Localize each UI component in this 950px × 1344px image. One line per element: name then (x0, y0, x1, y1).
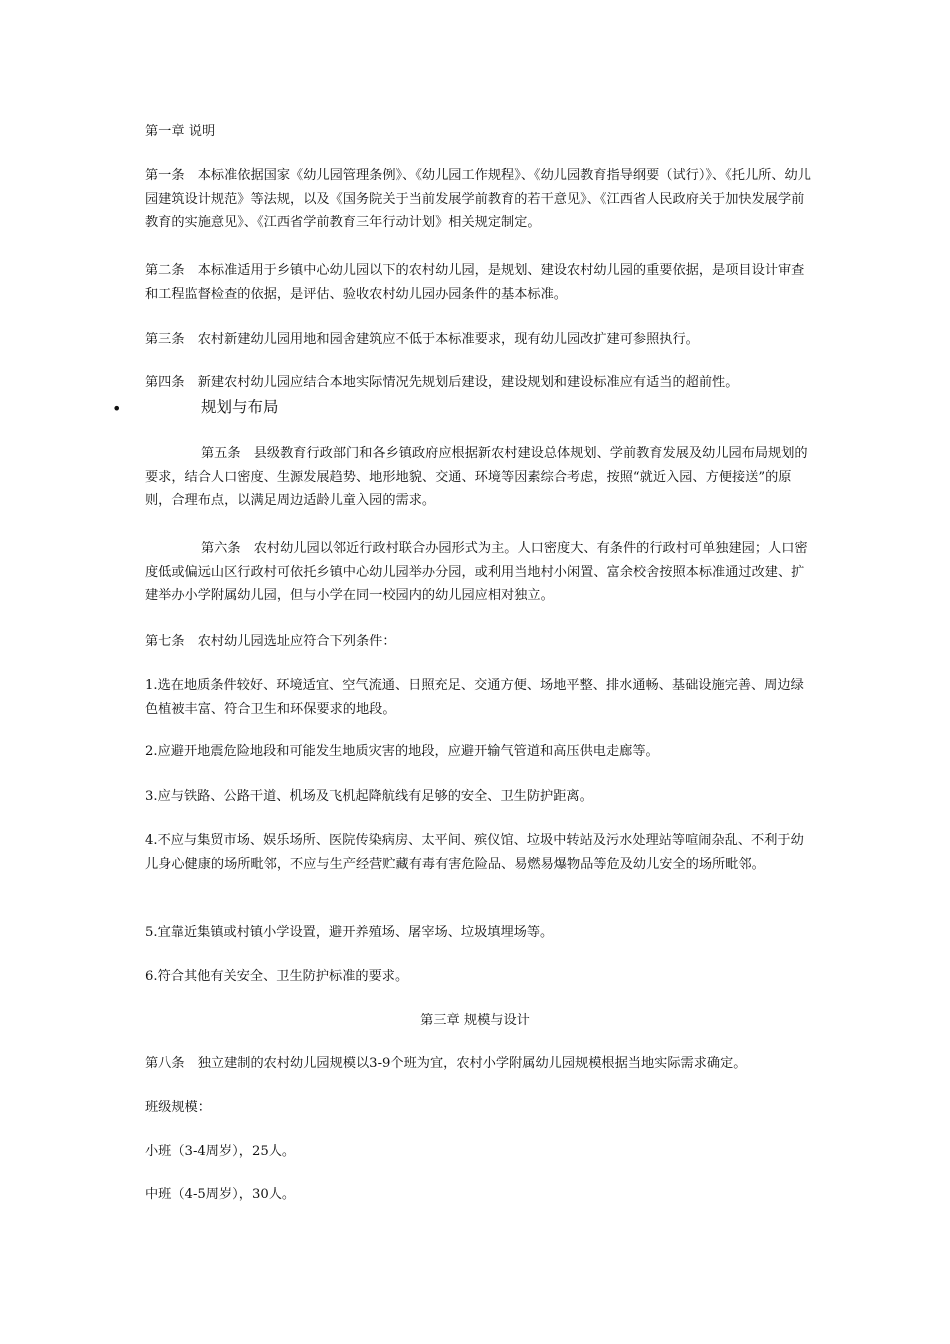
article-1: 第一条 本标准依据国家《幼儿园管理条例》、《幼儿园工作规程》、《幼儿园教育指导纲要（试行）》、《托儿所、幼儿园建筑设计规范》等法规，以及《国务院关于当前发展学前教育的若干意见》、《江西省人民政府关于加快发展学前教育的实施意见》、《江西省学前教育三年行动计划》相关规定制定。 (145, 168, 811, 230)
article-7: 第七条 农村幼儿园选址应符合下列条件： (145, 634, 396, 649)
article-2: 第二条 本标准适用于乡镇中心幼儿园以下的农村幼儿园，是规划、建设农村幼儿园的重要依据，是项目设计审查和工程监督检查的依据，是评估、验收农村幼儿园办园条件的基本标准。 (145, 263, 805, 302)
condition-4: 4.不应与集贸市场、娱乐场所、医院传染病房、太平间、殡仪馆、垃圾中转站及污水处理站等喧闹杂乱、不利于幼儿身心健康的场所毗邻，不应与生产经营贮藏有毒有害危险品、易燃易爆物品等危及幼儿安全的场所毗邻。 (145, 833, 804, 872)
article-4: 第四条 新建农村幼儿园应结合本地实际情况先规划后建设，建设规划和建设标准应有适当的超前性。 (145, 375, 739, 390)
chapter-3-heading: 第三章 规模与设计 (420, 1013, 530, 1028)
list-bullet: • (112, 399, 122, 418)
condition-1: 1.选在地质条件较好、环境适宜、空气流通、日照充足、交通方便、场地平整、排水通畅、基础设施完善、周边绿色植被丰富、符合卫生和环保要求的地段。 (145, 678, 804, 717)
condition-5: 5.宜靠近集镇或村镇小学设置，避开养殖场、屠宰场、垃圾填埋场等。 (145, 925, 554, 940)
condition-3: 3.应与铁路、公路干道、机场及飞机起降航线有足够的安全、卫生防护距离。 (145, 789, 593, 804)
article-3: 第三条 农村新建幼儿园用地和园舍建筑应不低于本标准要求，现有幼儿园改扩建可参照执行。 (145, 332, 699, 347)
chapter-1-heading: 第一章 说明 (145, 124, 216, 139)
article-8: 第八条 独立建制的农村幼儿园规模以3-9个班为宜，农村小学附属幼儿园规模根据当地实际需求确定。 (145, 1056, 747, 1071)
condition-2: 2.应避开地震危险地段和可能发生地质灾害的地段，应避开输气管道和高压供电走廊等。 (145, 744, 659, 759)
class-size-label: 班级规模： (145, 1100, 211, 1115)
small-class: 小班（3-4周岁），25人。 (145, 1144, 296, 1159)
article-6: 第六条 农村幼儿园以邻近行政村联合办园形式为主。人口密度大、有条件的行政村可单独建园；人口密度低或偏远山区行政村可依托乡镇中心幼儿园举办分园，或利用当地村小闲置、富余校舍按照本标准通过改建、扩建举办小学附属幼儿园，但与小学在同一校园内的幼儿园应相对独立。 (145, 541, 808, 603)
chapter-2-heading: 规划与布局 (201, 398, 279, 416)
middle-class: 中班（4-5周岁），30人。 (145, 1187, 296, 1202)
condition-6: 6.符合其他有关安全、卫生防护标准的要求。 (145, 969, 409, 984)
article-5: 第五条 县级教育行政部门和各乡镇政府应根据新农村建设总体规划、学前教育发展及幼儿园布局规划的要求，结合人口密度、生源发展趋势、地形地貌、交通、环境等因素综合考虑，按照“就近入园、方便接送”的原则，合理布点，以满足周边适龄儿童入园的需求。 (145, 446, 808, 508)
